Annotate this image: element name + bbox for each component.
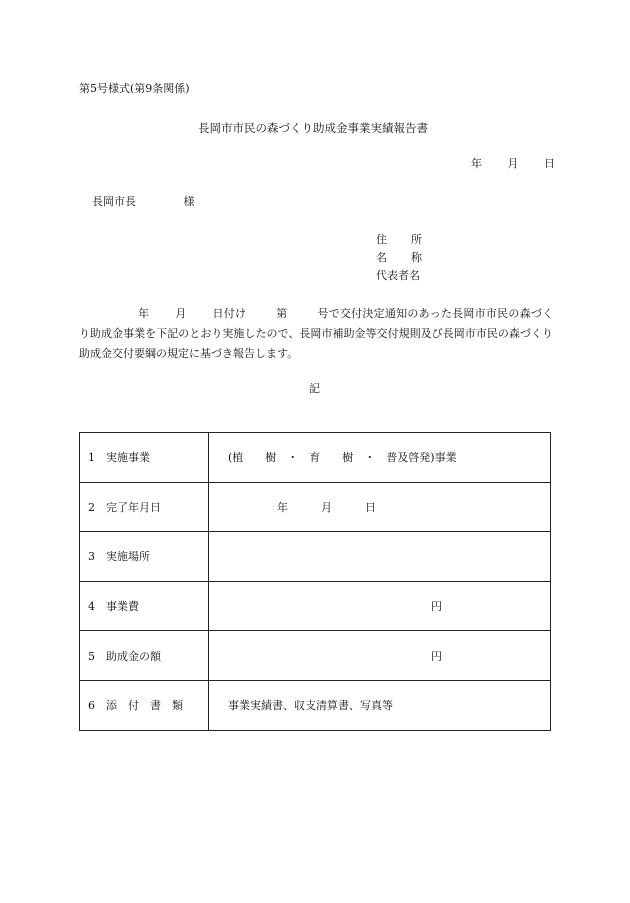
table-row: 4 事業費 円 xyxy=(80,581,551,631)
report-date xyxy=(471,155,555,171)
table-row: 3 実施場所 xyxy=(80,532,551,582)
ki-heading: 記 xyxy=(309,382,320,395)
report-table xyxy=(79,432,551,731)
table-row: 1 実施事業 (植 樹 ・ 育 樹 ・ 普及啓発)事業 xyxy=(80,433,551,483)
table-row: 2 完了年月日 年 月 日 xyxy=(80,482,551,532)
addressee xyxy=(92,193,195,209)
date-day: 日 xyxy=(544,157,555,170)
addressee-honorific: 様 xyxy=(183,195,195,208)
applicant-name-label: 名 称 xyxy=(376,251,422,264)
table-row: 6 添 付 書 類 事業実績書、収支清算書、写真等 xyxy=(80,680,551,730)
date-year: 年 xyxy=(471,157,482,170)
applicant-representative-label: 代表者名 xyxy=(376,269,420,282)
form-label: 第5号様式(第9条関係) xyxy=(79,82,190,95)
document-title: 長岡市市民の森づくり助成金事業実績報告書 xyxy=(198,121,428,135)
applicant-address-label: 住 所 xyxy=(376,233,422,246)
addressee-name: 長岡市長 xyxy=(92,195,136,208)
table-row: 5 助成金の額 円 xyxy=(80,631,551,681)
report-body: 年 月 日付け 第 号で交付決定通知のあった長岡市市民の森づくり助成金事業を下記のとおり実施したので、長岡市補助金等交付規則及び長岡市市民の森づくり助成金交付要綱の規定に基づき報告します。 xyxy=(79,307,554,360)
date-month: 月 xyxy=(507,157,519,170)
